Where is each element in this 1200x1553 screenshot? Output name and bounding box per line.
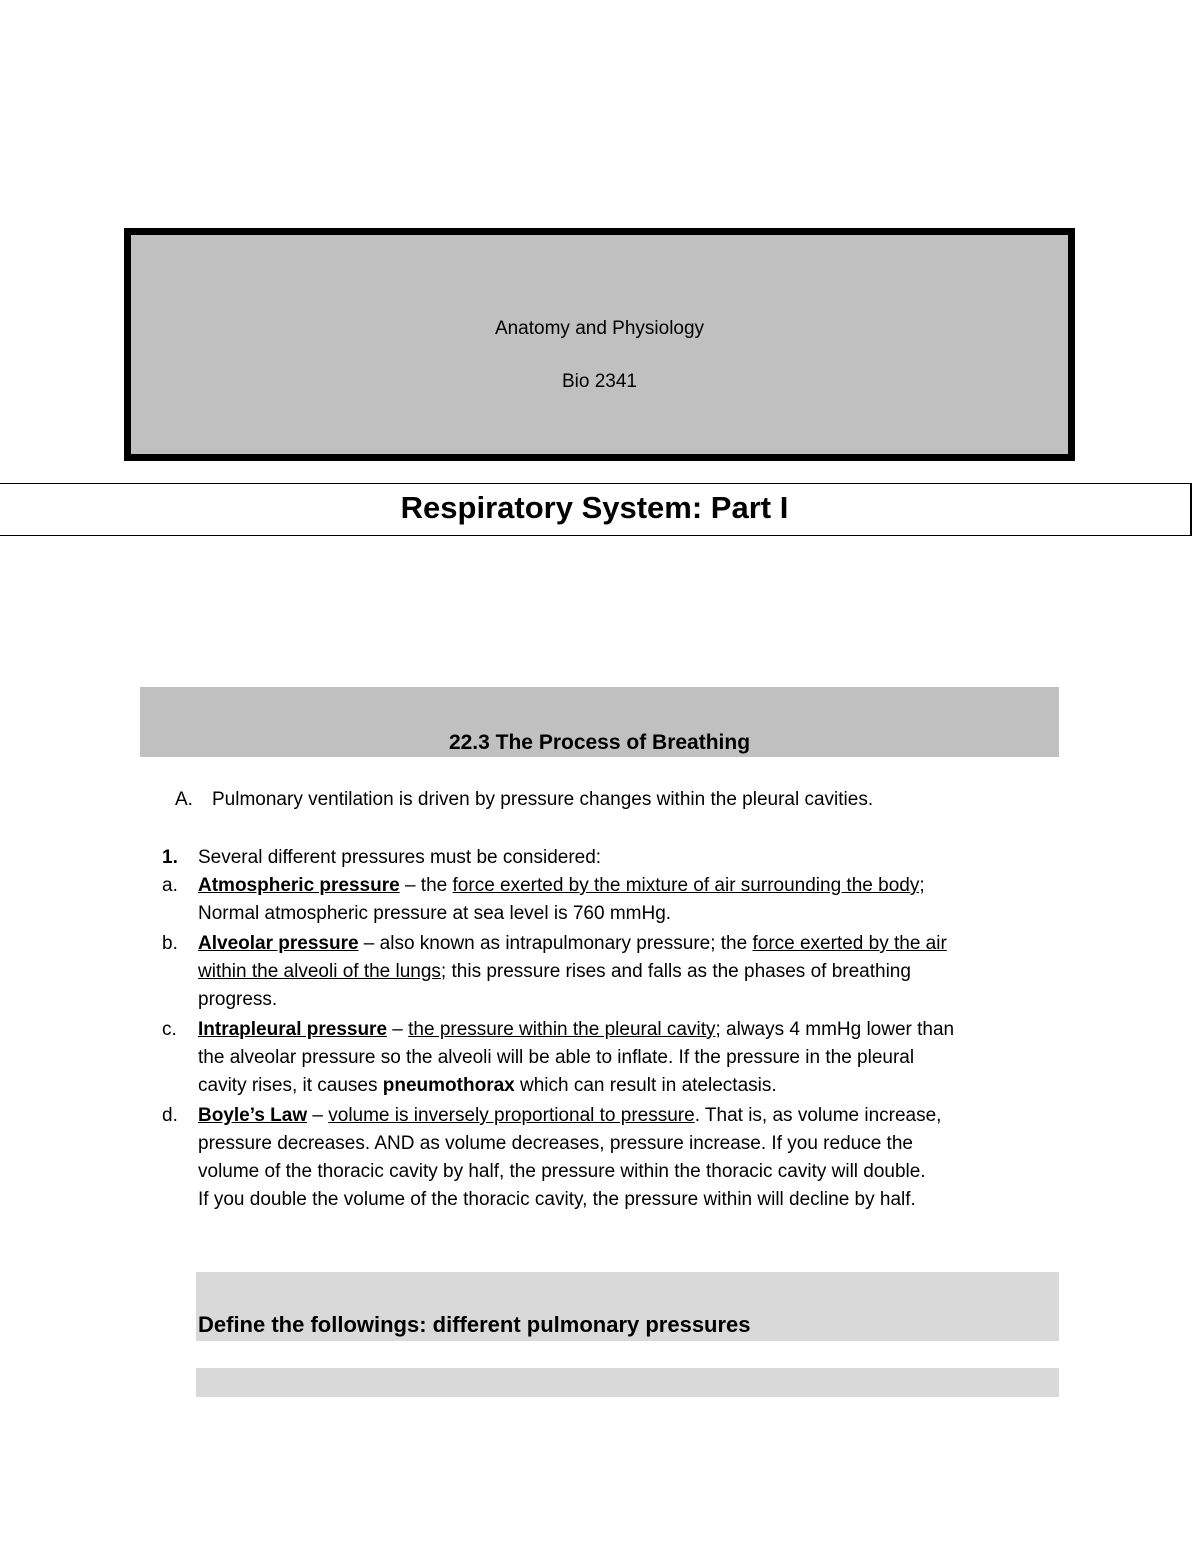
item-b-line-3: progress. [198, 989, 278, 1010]
course-code: Bio 2341 [561, 371, 637, 392]
answer-field[interactable] [196, 1368, 1059, 1397]
page-title: Respiratory System: Part I [400, 490, 789, 525]
item-d-line-1 [198, 1102, 941, 1130]
item-1-text: Several different pressures must be considered: [198, 847, 602, 868]
item-a-line-2: Normal atmospheric pressure at sea level is 760 mmHg. [198, 903, 672, 924]
item-c-line-3-b: which can result in atelectasis. [514, 1075, 777, 1096]
item-1-marker: 1. [162, 847, 178, 868]
item-b-definition-2: within the alveoli of the lungs; [198, 961, 447, 982]
item-c-line-2: the alveolar pressure so the alveoli will be able to inflate. If the pressure in the pleural [198, 1047, 915, 1068]
item-c-line-1 [198, 1016, 954, 1044]
item-c-rest-1: ; always 4 mmHg lower than [715, 1019, 955, 1040]
course-header-box [124, 228, 1075, 461]
item-c-pneumothorax: pneumothorax [382, 1075, 515, 1096]
item-a-definition: force exerted by the mixture of air surrounding the body; [452, 875, 925, 896]
item-b-line-1 [198, 930, 947, 958]
outline-a-text: Pulmonary ventilation is driven by pressure changes within the pleural cavities. [212, 789, 874, 810]
item-d-rest-1: . That is, as volume increase, [694, 1105, 942, 1126]
course-name: Anatomy and Physiology [494, 318, 705, 339]
item-d-definition: volume is inversely proportional to pressure [328, 1105, 695, 1126]
item-d-marker: d. [162, 1105, 178, 1126]
item-a-term: Atmospheric pressure [198, 875, 400, 896]
item-c-dash: – [387, 1019, 409, 1040]
item-c-definition: the pressure within the pleural cavity [408, 1019, 716, 1040]
title-bar [0, 483, 1192, 536]
item-a-dash: – the [399, 875, 453, 896]
section-band [140, 687, 1059, 757]
item-d-line-2: pressure decreases. AND as volume decreases, pressure increase. If you reduce the [198, 1133, 913, 1154]
item-c-marker: c. [162, 1019, 177, 1040]
define-band [196, 1272, 1059, 1341]
section-heading: 22.3 The Process of Breathing [448, 731, 751, 754]
item-d-term: Boyle’s Law [198, 1105, 308, 1126]
item-d-line-4: If you double the volume of the thoracic cavity, the pressure within will decline by half. [198, 1189, 916, 1210]
item-c-line-3-a: cavity rises, it causes [198, 1075, 383, 1096]
item-d-line-3: volume of the thoracic cavity by half, the pressure within the thoracic cavity will double. [198, 1161, 926, 1182]
item-d-dash: – [307, 1105, 329, 1126]
item-b-definition-1: force exerted by the air [752, 933, 947, 954]
item-b-rest-2: this pressure rises and falls as the phases of breathing [446, 961, 911, 982]
outline-a-marker: A. [175, 789, 193, 810]
item-c-term: Intrapleural pressure [198, 1019, 388, 1040]
item-b-term: Alveolar pressure [198, 933, 359, 954]
item-b-line-2 [198, 958, 911, 986]
item-a-line-1 [198, 872, 925, 900]
item-a-marker: a. [162, 875, 178, 896]
item-c-line-3 [198, 1072, 777, 1100]
define-heading: Define the followings: different pulmonary pressures [198, 1312, 751, 1337]
item-b-marker: b. [162, 933, 178, 954]
item-b-mid: – also known as intrapulmonary pressure; the [358, 933, 753, 954]
